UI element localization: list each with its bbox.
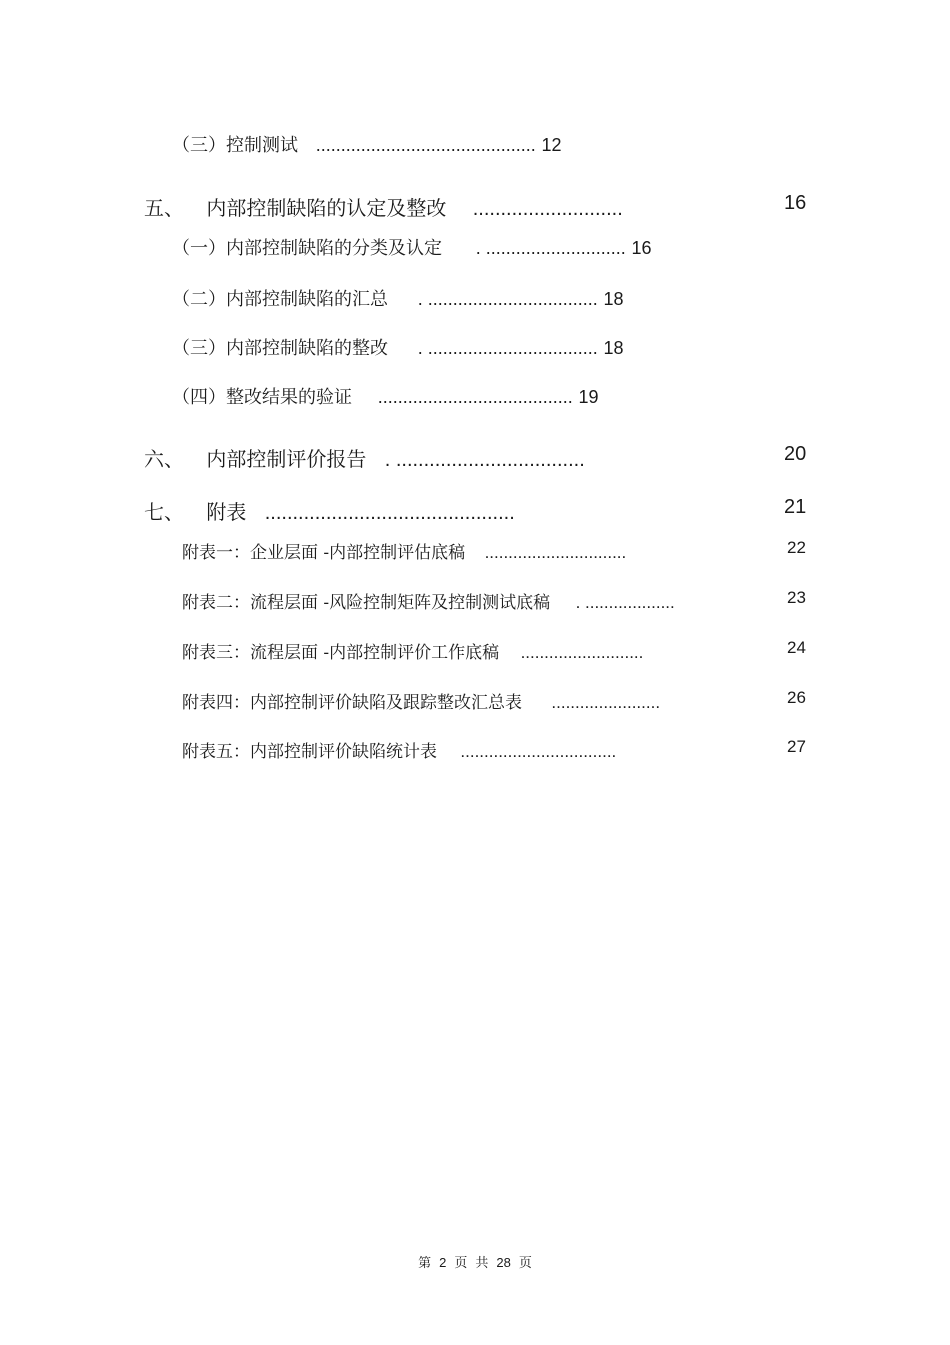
toc-leader-dots: .......................: [551, 693, 661, 712]
toc-page-number: 26: [787, 688, 806, 707]
toc-page-number: 23: [787, 588, 806, 607]
toc-entry-control-testing[interactable]: [172, 131, 562, 157]
toc-label: （四）整改结果的验证: [172, 387, 352, 408]
toc-label: 附表五：内部控制评价缺陷统计表: [182, 742, 437, 762]
toc-leader-dots: . ............................: [475, 238, 626, 258]
footer-current-page: 2: [439, 1255, 447, 1270]
toc-leader-dots: ..............................: [484, 543, 627, 562]
toc-leader-dots: . ...................: [575, 593, 675, 612]
toc-page-number: 18: [603, 289, 624, 309]
toc-label: （一）内部控制缺陷的分类及认定: [172, 238, 442, 259]
toc-entry-5-3[interactable]: [172, 334, 624, 360]
toc-leader-dots: ............................................: [315, 135, 536, 155]
toc-label: （三）控制测试: [172, 135, 298, 156]
toc-entry-section-7[interactable]: [144, 496, 515, 525]
toc-leader-dots: .............................................: [264, 502, 515, 524]
toc-page-number: 24: [787, 638, 806, 657]
toc-entry-appendix-2[interactable]: [182, 588, 675, 613]
toc-page-number: 16: [784, 192, 807, 214]
toc-section-number: 七、: [144, 500, 184, 524]
footer-gong: 共: [475, 1256, 489, 1271]
toc-page-number: 12: [541, 135, 562, 155]
toc-page-number: 18: [603, 338, 624, 358]
toc-page-number: 27: [787, 737, 806, 756]
toc-entry-section-6[interactable]: [144, 443, 585, 472]
footer-ye: 页: [454, 1256, 468, 1271]
toc-leader-dots: . ..................................: [384, 449, 585, 471]
toc-leader-dots: . ..................................: [417, 338, 598, 358]
toc-entry-appendix-3[interactable]: [182, 638, 643, 663]
footer-di: 第: [418, 1256, 432, 1271]
toc-leader-dots: .................................: [460, 742, 617, 761]
footer-ye: 页: [518, 1256, 532, 1271]
toc-label: 附表四：内部控制评价缺陷及跟踪整改汇总表: [182, 693, 522, 713]
toc-page-number: 16: [631, 238, 652, 258]
toc-entry-5-4[interactable]: [172, 383, 599, 409]
toc-label: （三）内部控制缺陷的整改: [172, 338, 388, 359]
toc-entry-5-2[interactable]: [172, 285, 624, 311]
toc-label: 内部控制评价报告: [206, 447, 367, 471]
toc-entry-appendix-1[interactable]: [182, 538, 626, 563]
toc-label: 附表: [206, 500, 247, 524]
toc-page-number: 19: [578, 387, 599, 407]
toc-section-number: 六、: [144, 447, 184, 471]
toc-entry-appendix-4[interactable]: [182, 688, 660, 713]
toc-label: 附表三：流程层面 -内部控制评价工作底稿: [182, 643, 500, 663]
toc-leader-dots: .......................................: [377, 387, 573, 407]
toc-leader-dots: ...........................: [472, 198, 623, 220]
toc-label: （二）内部控制缺陷的汇总: [172, 289, 388, 310]
footer-total-pages: 28: [496, 1255, 511, 1270]
toc-leader-dots: . ..................................: [417, 289, 598, 309]
toc-entry-section-5[interactable]: [144, 192, 623, 221]
toc-page-number: 21: [784, 496, 807, 518]
toc-label: 附表一：企业层面 -内部控制评估底稿: [182, 543, 466, 563]
toc-page-number: 20: [784, 443, 807, 465]
toc-section-number: 五、: [144, 196, 184, 220]
toc-page-number: 22: [787, 538, 806, 557]
page-footer: [0, 1252, 950, 1271]
toc-entry-5-1[interactable]: [172, 234, 652, 260]
toc-label: 附表二：流程层面 -风险控制矩阵及控制测试底稿: [182, 593, 551, 613]
toc-label: 内部控制缺陷的认定及整改: [206, 196, 447, 220]
toc-leader-dots: ..........................: [520, 643, 644, 662]
toc-entry-appendix-5[interactable]: [182, 737, 616, 762]
